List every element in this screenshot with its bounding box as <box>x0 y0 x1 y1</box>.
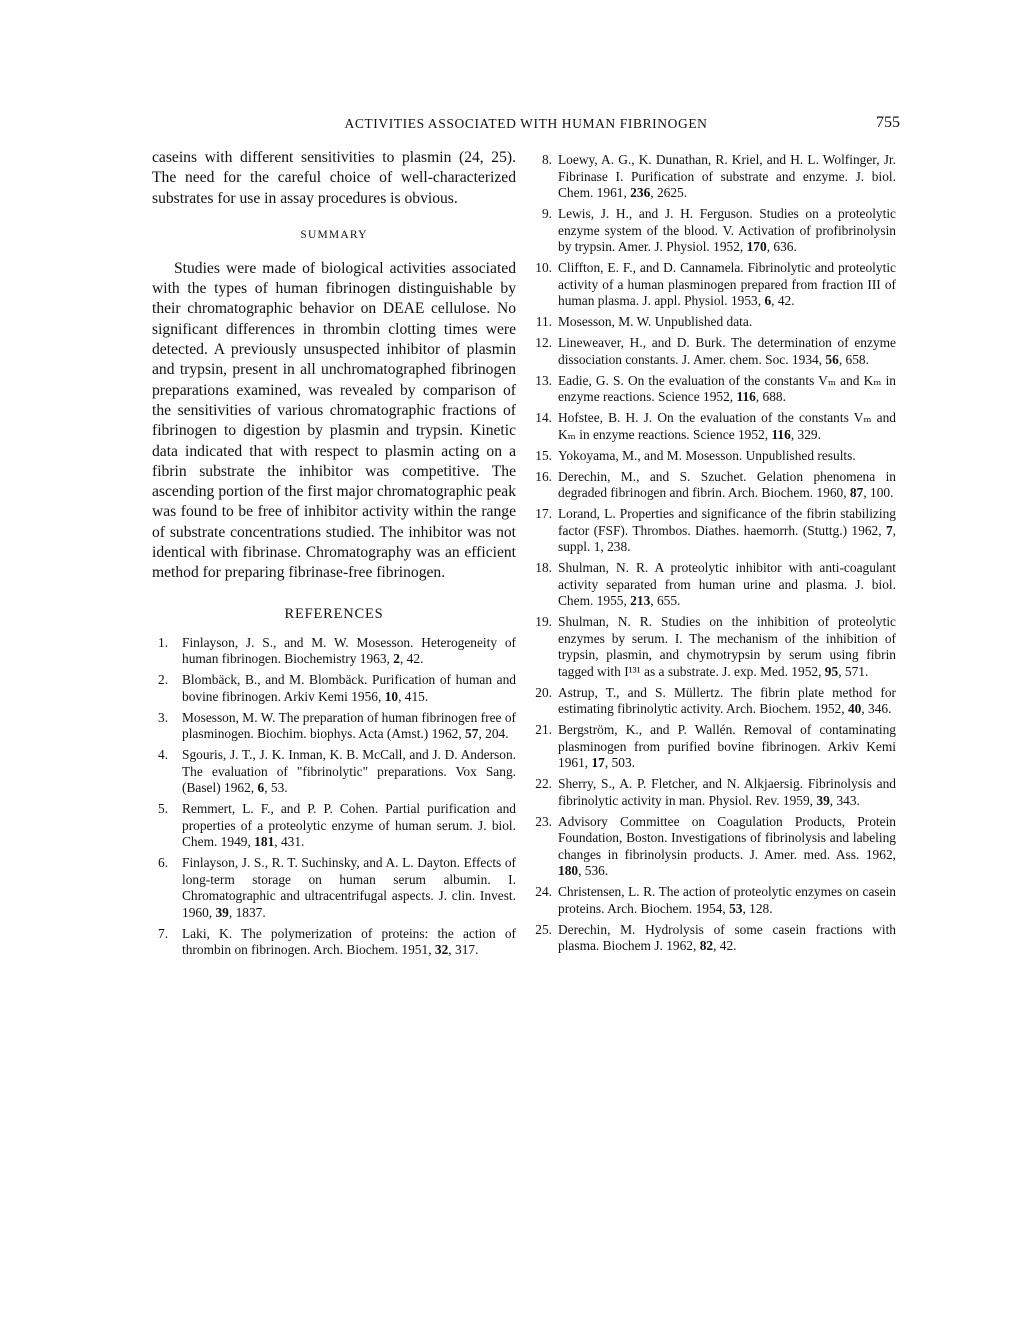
reference-item <box>152 926 516 959</box>
reference-volume: 2 <box>393 651 400 667</box>
reference-text: Loewy, A. G., K. Dunathan, R. Kriel, and H. L. Wolfinger, Jr. Fibrinase I. Purification of substrate and enzyme. J. biol. Chem. 1961, <box>558 152 896 200</box>
reference-number: 13. <box>535 372 552 388</box>
reference-pages: , 42. <box>713 938 737 953</box>
page-header <box>152 116 900 138</box>
reference-item <box>528 814 896 880</box>
reference-item <box>528 152 896 202</box>
reference-pages: , 2625. <box>650 185 688 200</box>
reference-pages: , 655. <box>650 593 681 608</box>
reference-item <box>152 801 516 851</box>
reference-number: 14. <box>535 410 552 425</box>
reference-pages: , 346. <box>861 701 892 716</box>
reference-volume: 95 <box>824 663 839 679</box>
reference-volume: 39 <box>816 792 830 808</box>
reference-item <box>152 672 516 705</box>
reference-pages: , suppl. 1, 238. <box>558 522 896 554</box>
reference-number: 11. <box>535 314 552 329</box>
reference-text: Remmert, L. F., and P. P. Cohen. Partial purification and properties of a proteolytic enzyme of human serum. J. biol. Chem. 1949, <box>182 801 516 850</box>
reference-item <box>152 635 516 668</box>
reference-number: 18. <box>535 560 552 575</box>
reference-item <box>528 448 896 465</box>
reference-text: Mosesson, M. W. The preparation of human fibrinogen free of plasminogen. Biochim. biophys. Acta (Amst.) 1962, <box>182 709 516 742</box>
summary-text: Studies were made of biological activities associated with the types of human fibrinogen distinguishable by their chromatographic behavior on DEAE cellulose. No significant differences in thrombin clotting times were detected. A previously unsuspected inhibitor of plasmin and trypsin, present in all unchromatographed fibrinogen preparations examined, was revealed by comparison of the sensitivities of various chromatographic fractions of fibrinogen to digestion by plasmin and trypsin. Kinetic data indicated that with respect to plasmin acting on a fibrin substrate the inhibitor was competitive. The ascending portion of the first major chromatographic peak was found to be free of inhibitor activity within the range of substrate concentrations studied. The inhibitor was not identical with fibrinase. Chromatography was an efficient method for preparing fibrinase-free fibrinogen. <box>152 259 516 582</box>
left-column <box>152 148 516 963</box>
reference-text: Blombäck, B., and M. Blombäck. Purification of human and bovine fibrinogen. Arkiv Kemi 1956, <box>182 672 516 704</box>
reference-number: 9. <box>541 206 552 221</box>
reference-pages: , 503. <box>604 755 636 770</box>
reference-text: Yokoyama, M., and M. Mosesson. Unpublished results. <box>558 447 856 463</box>
reference-number: 1. <box>158 634 169 650</box>
reference-number: 21. <box>535 722 552 737</box>
reference-number: 20. <box>535 684 552 700</box>
reference-number: 19. <box>535 614 552 629</box>
reference-volume: 6 <box>257 780 265 796</box>
reference-pages: , 204. <box>478 726 509 742</box>
reference-volume: 116 <box>771 426 791 442</box>
reference-number: 7. <box>158 925 169 941</box>
reference-pages: , 317. <box>448 942 479 958</box>
reference-item <box>528 410 896 443</box>
reference-pages: , 688. <box>755 389 786 404</box>
reference-text: Shulman, N. R. Studies on the inhibition of proteolytic enzymes by serum. I. The mechanism of the inhibition of trypsin, plasmin, and chymotrypsin by serum using fibrin tagged with I¹³¹ as a substrate. J. exp. Med. 1952, <box>558 614 896 679</box>
reference-text: Laki, K. The polymerization of proteins: the action of thrombin on fibrinogen. Arch. Biochem. 1951, <box>182 925 516 958</box>
reference-item <box>528 685 896 718</box>
reference-text: Finlayson, J. S., R. T. Suchinsky, and A. L. Dayton. Effects of long-term storage on human serum albumin. I. Chromatographic and ultracentrifugal aspects. J. clin. Invest. 1960, <box>182 855 516 920</box>
reference-item <box>528 922 896 955</box>
reference-number: 5. <box>158 801 169 817</box>
reference-text: Astrup, T., and S. Müllertz. The fibrin plate method for estimating fibrinolytic activity. Arch. Biochem. 1952, <box>558 684 896 716</box>
reference-number: 17. <box>535 506 552 521</box>
continuation-paragraph: caseins with different sensitivities to plasmin (24, 25). The need for the careful choice of well-characterized substrates for use in assay procedures is obvious. <box>152 149 516 207</box>
reference-item <box>528 884 896 917</box>
reference-text: Hofstee, B. H. J. On the evaluation of the constants Vₘ and Kₘ in enzyme reactions. Science 1952, <box>558 410 896 442</box>
reference-list-right <box>528 152 896 955</box>
reference-volume: 57 <box>465 726 479 742</box>
reference-pages: , 431. <box>274 834 305 850</box>
reference-pages: , 1837. <box>228 904 266 920</box>
reference-number: 15. <box>535 447 552 463</box>
reference-pages: , 128. <box>742 900 773 916</box>
reference-volume: 53 <box>729 900 743 916</box>
reference-volume: 32 <box>434 942 449 958</box>
reference-volume: 40 <box>847 701 862 716</box>
reference-number: 10. <box>535 260 552 275</box>
reference-volume: 56 <box>825 351 839 367</box>
reference-item <box>528 260 896 310</box>
reference-pages: , 42. <box>771 293 795 308</box>
right-column <box>528 152 896 959</box>
reference-number: 6. <box>158 855 169 871</box>
reference-pages: , 658. <box>838 351 869 367</box>
reference-number: 16. <box>535 468 552 484</box>
reference-text: Sgouris, J. T., J. K. Inman, K. B. McCall, and J. D. Anderson. The evaluation of "fibrinolytic" preparations. Vox Sang. (Basel) 1962, <box>182 747 516 796</box>
reference-volume: 213 <box>630 593 651 608</box>
summary-heading: SUMMARY <box>300 228 368 241</box>
reference-item <box>528 314 896 331</box>
reference-item <box>152 747 516 797</box>
reference-text: Mosesson, M. W. Unpublished data. <box>558 314 753 329</box>
reference-text: Christensen, L. R. The action of proteolytic enzymes on casein proteins. Arch. Biochem. 1954, <box>558 884 896 916</box>
reference-volume: 181 <box>254 834 275 850</box>
reference-volume: 39 <box>215 904 229 920</box>
reference-item <box>528 776 896 809</box>
reference-pages: , 571. <box>838 663 869 679</box>
reference-number: 24. <box>535 884 552 899</box>
reference-volume: 116 <box>736 389 756 404</box>
reference-pages: , 53. <box>264 780 288 796</box>
reference-pages: , 329. <box>790 426 821 442</box>
reference-text: Shulman, N. R. A proteolytic inhibitor with anti-coagulant activity separated from human urine and plasma. J. biol. Chem. 1955, <box>558 560 896 608</box>
reference-text: Bergström, K., and P. Wallén. Removal of contaminating plasminogen from purified bovine fibrinogen. Arkiv Kemi 1961, <box>558 722 896 770</box>
reference-volume: 82 <box>699 938 714 953</box>
reference-text: Cliffton, E. F., and D. Cannamela. Fibrinolytic and proteolytic activity of a human plasminogen prepared from fraction III of human plasma. J. appl. Physiol. 1953, <box>558 260 896 308</box>
reference-item <box>528 722 896 772</box>
reference-text: Advisory Committee on Coagulation Products, Protein Foundation, Boston. Investigations of fibrinolysis and labeling changes in fibrinolysin products. J. Amer. med. Ass. 1962, <box>558 813 896 862</box>
reference-pages: , 42. <box>399 651 424 667</box>
reference-volume: 236 <box>630 185 651 200</box>
reference-text: Finlayson, J. S., and M. W. Mosesson. Heterogeneity of human fibrinogen. Biochemistry 1963, <box>182 634 516 667</box>
reference-item <box>528 373 896 406</box>
reference-number: 4. <box>158 747 169 763</box>
reference-item <box>528 614 896 680</box>
reference-volume: 87 <box>849 485 864 500</box>
reference-item <box>152 710 516 743</box>
reference-number: 23. <box>535 813 552 829</box>
reference-text: Lewis, J. H., and J. H. Ferguson. Studies on a proteolytic enzyme system of the blood. V. Activation of profibrinolysin by trypsin. Amer. J. Physiol. 1952, <box>558 206 896 254</box>
reference-number: 22. <box>535 776 552 791</box>
reference-text: Lineweaver, H., and D. Burk. The determination of enzyme dissociation constants. J. Amer. chem. Soc. 1934, <box>558 335 896 367</box>
reference-volume: 7 <box>885 522 893 538</box>
reference-item <box>528 469 896 502</box>
reference-text: Derechin, M. Hydrolysis of some casein fractions with plasma. Biochem J. 1962, <box>558 921 896 953</box>
reference-number: 2. <box>158 672 169 688</box>
reference-volume: 17 <box>591 755 605 770</box>
reference-volume: 180 <box>558 863 579 878</box>
reference-number: 3. <box>158 709 169 725</box>
reference-number: 25. <box>535 921 552 937</box>
reference-text: Derechin, M., and S. Szuchet. Gelation phenomena in degraded fibrinogen and fibrin. Arch. Biochem. 1960, <box>558 468 896 500</box>
reference-item <box>528 335 896 368</box>
reference-list-left <box>152 635 516 959</box>
reference-text: Lorand, L. Properties and significance of the fibrin stabilizing factor (FSF). Thrombos. Diathes. haemorrh. (Stuttg.) 1962, <box>558 506 896 538</box>
reference-pages: , 636. <box>766 239 797 254</box>
references-heading: REFERENCES <box>284 605 384 622</box>
reference-number: 8. <box>541 152 552 167</box>
reference-pages: , 100. <box>863 485 894 500</box>
reference-text: Eadie, G. S. On the evaluation of the constants Vₘ and Kₘ in enzyme reactions. Science 1952, <box>558 372 896 404</box>
reference-text: Sherry, S., A. P. Fletcher, and N. Alkjaersig. Fibrinolysis and fibrinolytic activity in man. Physiol. Rev. 1959, <box>558 776 896 808</box>
reference-pages: , 536. <box>578 863 609 878</box>
reference-volume: 6 <box>764 293 772 308</box>
page-number: 755 <box>876 114 900 131</box>
reference-item <box>152 855 516 921</box>
reference-pages: , 343. <box>829 792 860 808</box>
reference-volume: 10 <box>384 688 399 704</box>
running-head: ACTIVITIES ASSOCIATED WITH HUMAN FIBRINOGEN <box>344 116 708 131</box>
reference-item <box>528 560 896 610</box>
reference-pages: , 415. <box>398 688 429 704</box>
reference-number: 12. <box>535 335 552 350</box>
reference-volume: 170 <box>746 239 767 254</box>
reference-item <box>528 506 896 556</box>
reference-item <box>528 206 896 256</box>
